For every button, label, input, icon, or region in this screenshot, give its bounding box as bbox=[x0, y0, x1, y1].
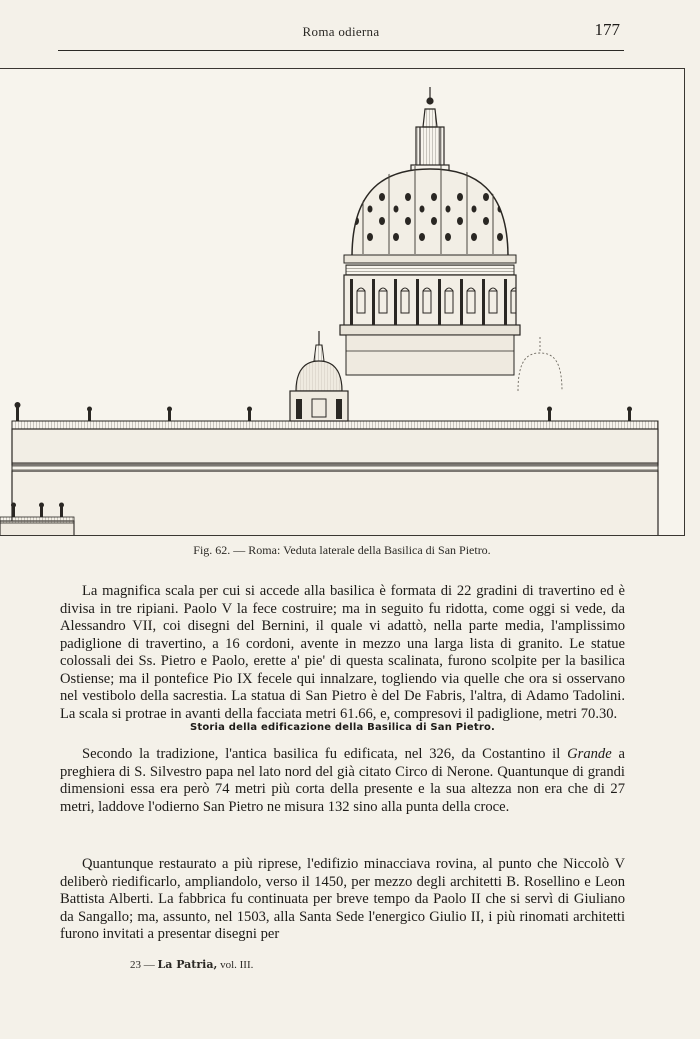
paragraph-reconstruction-text: Quantunque restaurato a più riprese, l'edifizio minacciava rovina, al punto che Niccolò V deliberò riedificarlo, ampliandolo, verso il 1450, per mezzo degli architetti B. Rosellino e Leon Battista Alberti. La fabbrica fu continuata per breve tempo da Paolo II che si servì di Giuliano da Sangallo; ma, assunto, nel 1503, alla Santa Sede l'energico Giulio II, i più rinomati architetti furono invitati a presentar disegni per bbox=[60, 856, 625, 942]
running-header bbox=[58, 18, 624, 44]
minor-dome-right bbox=[518, 337, 562, 391]
dome-drum bbox=[340, 275, 520, 375]
figure-engraving bbox=[0, 68, 685, 536]
paragraph-tradition bbox=[60, 746, 625, 816]
section-heading: Storia della edificazione della Basilica di San Pietro. bbox=[189, 722, 496, 733]
lantern bbox=[411, 87, 449, 171]
main-dome bbox=[340, 159, 520, 275]
page-number: 177 bbox=[594, 20, 620, 39]
paragraph-staircase bbox=[60, 583, 625, 723]
paragraph-tradition-text-end: a preghiera di S. Silvestro papa nel lato nord del già citato Circo di Nerone. Quantunque di grandi dimensioni essa era però 74 metri più corta della presente e la sua altezza non era che di 27 metri, laddove l'odierno San Pietro ne misura 132 sino alla punta della croce. bbox=[60, 746, 625, 815]
paragraph-tradition-text: Secondo la tradizione, l'antica basilica fu edificata, nel 326, da Costantino il bbox=[82, 746, 568, 762]
header-rule bbox=[58, 50, 624, 51]
signature-volume: vol. III. bbox=[220, 959, 254, 971]
main-facade bbox=[12, 471, 658, 535]
figure-caption: Fig. 62. — Roma: Veduta laterale della Basilica di San Pietro. bbox=[193, 543, 491, 557]
minor-dome-left bbox=[290, 331, 348, 421]
signature-sheet: 23 — bbox=[130, 959, 155, 971]
running-title: Roma odierna bbox=[302, 24, 380, 39]
paragraph-reconstruction bbox=[60, 856, 625, 944]
paragraph-staircase-text: La magnifica scala per cui si accede alla basilica è formata di 22 gradini di travertino ed è divisa in tre ripiani. Paolo V la fece costruire; ma in seguito fu ridotta, come oggi si vede, da Alessandro VII, coi disegni del Bernini, il quale vi adattò, nella parte media, l'amplissimo padiglione di travertino, a 16 cordoni, avente in mezzo una larga lista di granito. Le statue colossali dei Ss. Pietro e Paolo, erette a' pie' di questa scalinata, furono scolpite per la basilica Ostiense; ma il pontefice Pio IX fecele qui innalzare, togliendo via quelle che ora si osservano nel vestibolo della sacrestia. La statua di San Pietro è del De Fabris, l'altra, di Adamo Tadolini. La scala si protrae in avanti della facciata metri 61.66, e, compresovi il padiglione, metri 70.30. bbox=[60, 583, 625, 722]
signature-work-title: La Patria, bbox=[157, 958, 218, 971]
printer-signature bbox=[130, 958, 253, 971]
emphasis-grande: Grande bbox=[567, 746, 612, 762]
basilica-side-elevation-drawing bbox=[0, 69, 684, 535]
